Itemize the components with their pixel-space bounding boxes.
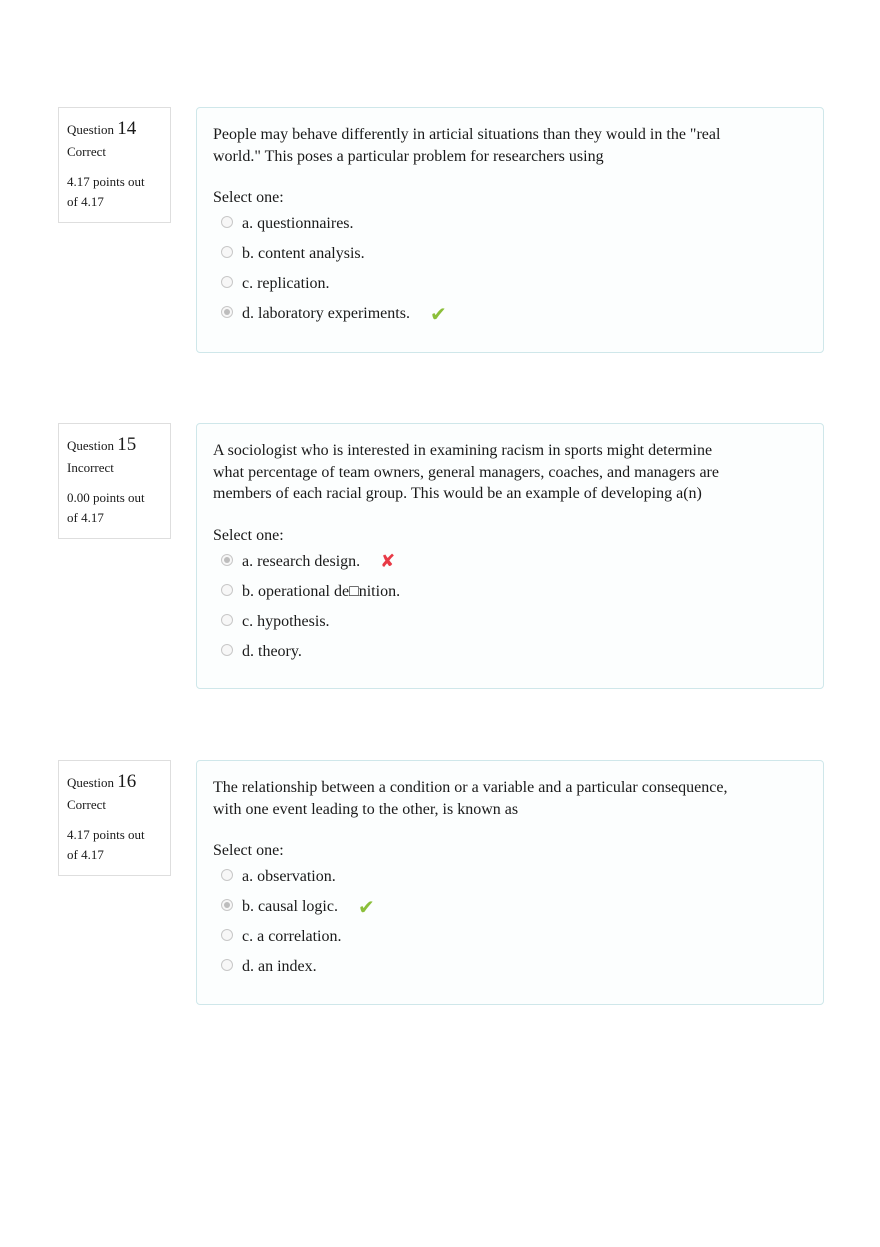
answer-option-selected[interactable]: [213, 547, 807, 577]
select-one-prompt: Select one:: [213, 526, 284, 544]
answer-option[interactable]: [213, 862, 807, 892]
radio-button-checked[interactable]: [221, 899, 233, 911]
radio-button[interactable]: [221, 276, 233, 288]
answer-option[interactable]: [213, 577, 807, 607]
question-text-line: members of each racial group. This would be an example of developing a(n): [213, 485, 702, 502]
question-state: Correct: [67, 144, 106, 159]
question-number-value: 14: [117, 118, 137, 139]
question-content-15: [196, 423, 824, 689]
question-text-line: People may behave differently in articial situations than they would in the "real: [213, 126, 721, 143]
question-label: Question: [67, 775, 114, 790]
question-text-line: world." This poses a particular problem for researchers using: [213, 147, 604, 165]
answer-label: a. observation.: [242, 868, 336, 885]
answer-label: c. a correlation.: [242, 928, 342, 945]
question-number: [67, 771, 162, 793]
answer-option-selected[interactable]: [213, 892, 807, 922]
grade-line: 4.17 points out: [67, 174, 145, 189]
question-info-14: [58, 107, 171, 223]
answer-label: b. causal logic.: [242, 898, 338, 915]
question-text: [213, 777, 807, 820]
select-one-prompt: Select one:: [213, 842, 284, 859]
answer-label: b. operational de□nition.: [242, 582, 401, 600]
radio-button[interactable]: [221, 929, 233, 941]
grade-line: of 4.17: [67, 510, 104, 525]
select-one-prompt: Select one:: [213, 189, 284, 206]
question-text-line: A sociologist who is interested in examining racism in sports might determine: [213, 442, 713, 459]
grade-line: 0.00 points out: [67, 490, 145, 505]
radio-button[interactable]: [221, 246, 233, 258]
question-content-14: [196, 107, 824, 353]
answer-label: a. research design.: [242, 552, 361, 570]
question-state: Correct: [67, 797, 106, 812]
answer-label: c. replication.: [242, 275, 330, 292]
radio-button[interactable]: [221, 584, 233, 596]
question-grade: [67, 172, 162, 212]
checkmark-icon: ✔: [429, 302, 447, 326]
answer-list: [213, 209, 807, 329]
answer-option[interactable]: [213, 209, 807, 239]
question-state: Incorrect: [67, 460, 114, 475]
answer-label: a. questionnaires.: [242, 215, 354, 232]
answer-label: d. theory.: [242, 642, 302, 660]
question-grade: [67, 825, 162, 865]
question-number: [67, 434, 162, 456]
answer-option[interactable]: [213, 952, 807, 982]
answer-option[interactable]: [213, 269, 807, 299]
radio-button[interactable]: [221, 959, 233, 971]
cross-icon: ✘: [380, 550, 396, 572]
answer-option[interactable]: [213, 922, 807, 952]
question-text-line: The relationship between a condition or a variable and a particular consequence,: [213, 779, 728, 796]
question-text: [213, 440, 807, 505]
question-label: Question: [67, 122, 114, 137]
grade-line: of 4.17: [67, 847, 104, 862]
answer-option[interactable]: [213, 637, 807, 667]
radio-button-checked[interactable]: [221, 306, 233, 318]
answer-label: b. content analysis.: [242, 245, 365, 262]
answer-option-selected[interactable]: [213, 299, 807, 329]
question-text: [213, 124, 807, 167]
question-number-value: 16: [117, 771, 137, 792]
question-number-value: 15: [117, 434, 137, 455]
radio-button[interactable]: [221, 869, 233, 881]
checkmark-icon: ✔: [357, 895, 375, 919]
question-label: Question: [67, 438, 114, 453]
question-info-15: [58, 423, 171, 539]
question-number: [67, 118, 162, 140]
question-content-16: [196, 760, 824, 1005]
answer-label: c. hypothesis.: [242, 612, 330, 630]
grade-line: of 4.17: [67, 194, 104, 209]
radio-button[interactable]: [221, 644, 233, 656]
answer-list: [213, 862, 807, 982]
radio-button-checked[interactable]: [221, 554, 233, 566]
radio-button[interactable]: [221, 216, 233, 228]
answer-option[interactable]: [213, 607, 807, 637]
radio-button[interactable]: [221, 614, 233, 626]
question-text-line: with one event leading to the other, is known as: [213, 800, 519, 818]
answer-list: [213, 547, 807, 667]
question-info-16: [58, 760, 171, 876]
answer-label: d. an index.: [242, 958, 317, 975]
question-text-line: what percentage of team owners, general managers, coaches, and managers are: [213, 463, 719, 481]
answer-option[interactable]: [213, 239, 807, 269]
answer-label: d. laboratory experiments.: [242, 305, 410, 322]
question-grade: [67, 488, 162, 528]
grade-line: 4.17 points out: [67, 827, 145, 842]
